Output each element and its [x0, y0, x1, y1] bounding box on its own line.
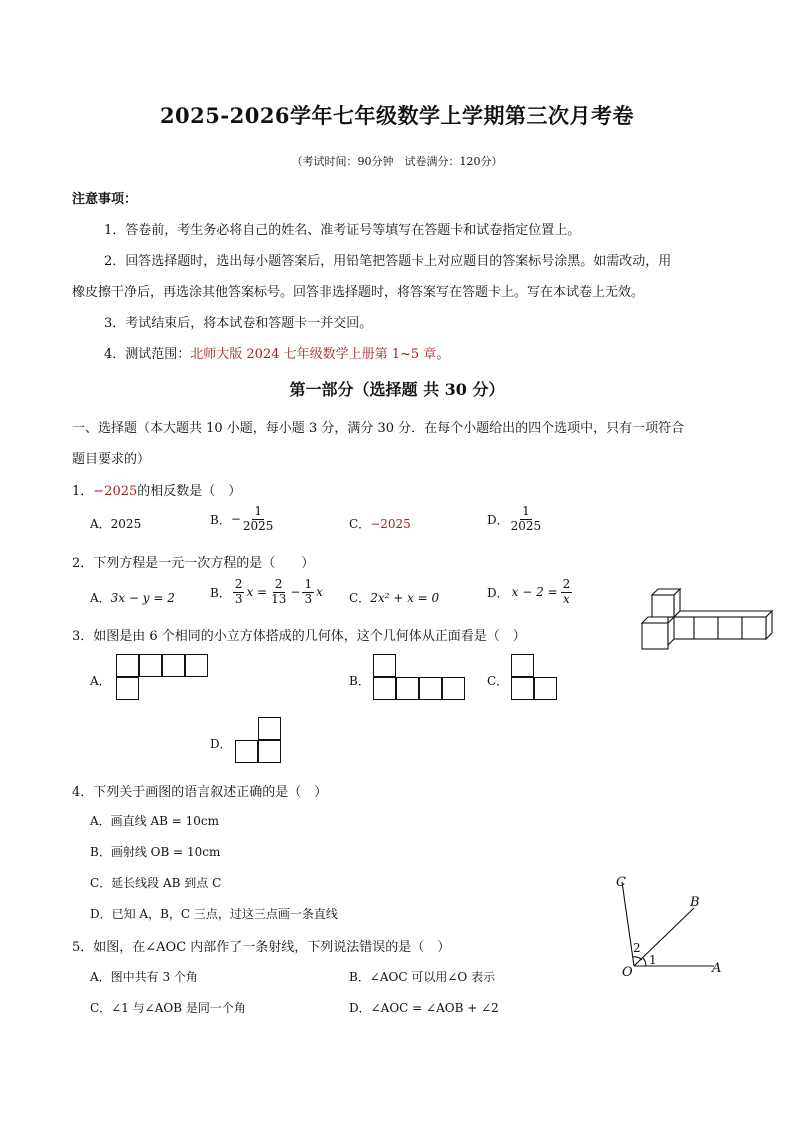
square: [116, 677, 139, 700]
label-b: B: [690, 895, 700, 910]
q2-b-frac2-den: 13: [271, 591, 287, 606]
q2-a-expr: 3x − y = 2: [110, 591, 175, 605]
q2-b-frac3-num: 1: [304, 577, 313, 591]
square: [373, 677, 396, 700]
notice-item-4-suffix: 。: [436, 347, 450, 362]
square: [534, 677, 557, 700]
q2-d-expr: x − 2 =: [511, 585, 558, 600]
q4-option-b: B．画射线 OB = 10cm: [90, 845, 221, 859]
angle-figure: [608, 870, 728, 980]
q2-option-d: [487, 578, 572, 607]
notice-item-4: [104, 343, 449, 362]
question-3-stem: 3．如图是由 6 个相同的小立方体搭成的几何体，这个几何体从正面看是（ ）: [72, 629, 526, 644]
q1-d-denominator: 2025: [510, 518, 542, 533]
q2-a-label: A．: [90, 591, 111, 605]
q2-b-frac1: [233, 578, 245, 607]
q3-option-a-label: A．: [90, 674, 111, 688]
q2-b-frac3-den: 3: [304, 591, 313, 606]
square: [442, 677, 465, 700]
q2-b-frac1-den: 3: [234, 591, 243, 606]
square: [511, 654, 534, 677]
q1-d-label: D．: [487, 512, 509, 527]
q1-b-numerator: 1: [254, 504, 262, 518]
q1-number: 1．: [72, 484, 94, 499]
question-4-stem: 4．下列关于画图的语言叙述正确的是（ ）: [72, 785, 328, 800]
exam-info: （考试时间：90分钟 试卷满分：120分）: [291, 155, 503, 168]
q2-d-label: D．: [487, 585, 509, 600]
label-angle-2: 2: [633, 941, 641, 955]
q1-text: 的相反数是（ ）: [137, 484, 242, 499]
q4-option-d: D．已知 A，B，C 三点，过这三点画一条直线: [90, 907, 338, 921]
section-title: 第一部分（选择题 共 30 分）: [289, 380, 505, 399]
square: [235, 740, 258, 763]
section-intro-line2: 题目要求的）: [72, 452, 151, 467]
square: [116, 654, 139, 677]
square: [396, 677, 419, 700]
q2-b-mid: x =: [246, 585, 268, 600]
q2-b-minus: −: [290, 585, 301, 600]
q2-b-end: x: [316, 585, 323, 600]
label-angle-1: 1: [649, 953, 657, 967]
notice-item-1: 1．答卷前，考生务必将自己的姓名、准考证号等填写在答题卡和试卷指定位置上。: [104, 223, 581, 238]
notice-item-2-cont: 橡皮擦干净后，再选涂其他答案标号。回答非选择题时，将答案写在答题卡上。写在本试卷上无效。: [72, 285, 645, 300]
test-range: 北师大版 2024 七年级数学上册第 1~5 章: [190, 347, 437, 362]
label-o: O: [622, 965, 633, 980]
q2-option-c: [349, 589, 439, 606]
q1-option-d: [487, 505, 543, 534]
q3-option-c-label: C．: [487, 674, 509, 688]
q2-option-a: [90, 589, 175, 606]
square: [258, 717, 281, 740]
section-intro-line1: 一、选择题（本大题共 10 小题，每小题 3 分，满分 30 分．在每个小题给出的四个选项中，只有一项符合: [72, 421, 685, 436]
cube-solid-figure: [638, 582, 788, 654]
q1-option-c: [349, 515, 411, 532]
q2-d-den: x: [563, 591, 570, 606]
q5-option-c: C．∠1 与∠AOB 是同一个角: [90, 1001, 246, 1015]
q1-b-sign: −: [230, 512, 241, 527]
square: [162, 654, 185, 677]
q1-option-a: A．2025: [90, 517, 142, 531]
q2-d-num: 2: [562, 577, 571, 591]
question-1-stem: [72, 480, 241, 499]
q1-b-fraction: [241, 505, 276, 534]
q2-b-frac3: [302, 578, 314, 607]
page-title: 2025-2026学年七年级数学上学期第三次月考卷: [159, 103, 635, 128]
square: [373, 654, 396, 677]
q3-option-b-label: B．: [349, 674, 370, 688]
q1-expression: −2025: [93, 484, 138, 499]
q5-option-d: D．∠AOC = ∠AOB + ∠2: [349, 1001, 499, 1015]
q1-c-value: −2025: [370, 517, 411, 531]
q1-b-denominator: 2025: [242, 518, 274, 533]
q2-b-frac2-num: 2: [274, 577, 283, 591]
q1-c-label: C．: [349, 517, 371, 531]
q2-c-label: C．: [349, 591, 371, 605]
q2-d-fraction: [561, 578, 573, 607]
q2-b-frac2: [269, 578, 288, 607]
question-2-stem: 2．下列方程是一元一次方程的是（ ）: [72, 556, 315, 571]
q2-b-frac1-num: 2: [234, 577, 243, 591]
q3-option-d-label: D．: [210, 737, 232, 751]
notice-heading: 注意事项：: [72, 192, 138, 207]
q2-option-b: [210, 578, 323, 607]
square: [139, 654, 162, 677]
square: [511, 677, 534, 700]
q5-option-a: A．图中共有 3 个角: [90, 970, 198, 984]
square: [258, 740, 281, 763]
q2-c-expr: 2x² + x = 0: [370, 591, 440, 605]
q5-option-b: B．∠AOC 可以用∠O 表示: [349, 970, 496, 984]
square: [419, 677, 442, 700]
q1-d-numerator: 1: [522, 504, 530, 518]
label-c: C: [616, 875, 626, 890]
notice-item-2: 2．回答选择题时，选出每小题答案后，用铅笔把答题卡上对应题目的答案标号涂黑。如需改动，用: [104, 254, 672, 269]
q1-option-b: [210, 505, 275, 534]
label-a: A: [712, 961, 722, 976]
q1-b-label: B．: [210, 512, 231, 527]
square: [185, 654, 208, 677]
notice-item-4-prefix: 4．测试范围：: [104, 347, 191, 362]
notice-item-3: 3．考试结束后，将本试卷和答题卡一并交回。: [104, 316, 373, 331]
q1-d-fraction: [509, 505, 544, 534]
q2-b-label: B．: [210, 585, 231, 600]
q4-option-a: A．画直线 AB = 10cm: [90, 814, 220, 828]
q4-option-c: C．延长线段 AB 到点 C: [90, 876, 222, 890]
question-5-stem: 5．如图，在∠AOC 内部作了一条射线，下列说法错误的是（ ）: [72, 940, 451, 955]
